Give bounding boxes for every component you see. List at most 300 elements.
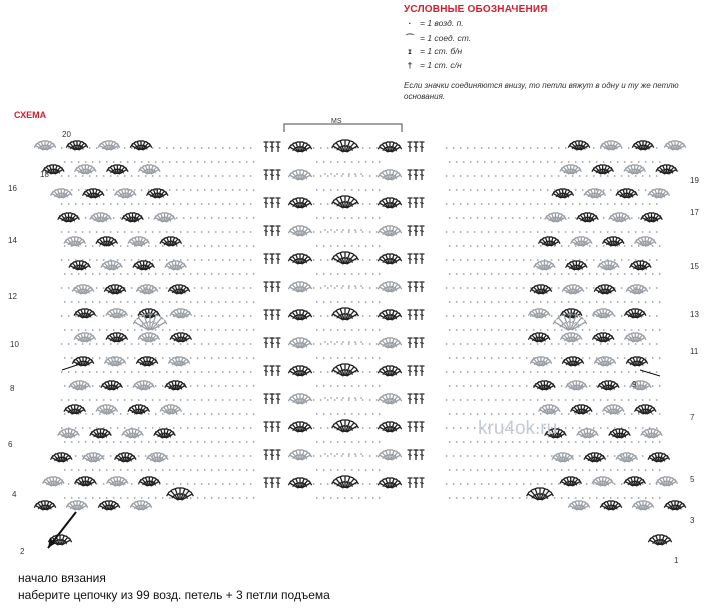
chain-dot xyxy=(379,497,381,499)
chain-dot xyxy=(659,161,661,163)
chain-dot xyxy=(652,161,654,163)
chain-dot xyxy=(215,175,217,177)
chain-dot xyxy=(190,385,192,387)
chain-dot xyxy=(197,217,199,219)
chain-dot xyxy=(358,161,360,163)
chain-dot xyxy=(621,287,623,289)
chain-dot xyxy=(652,329,654,331)
chain-dot xyxy=(222,175,224,177)
chain-dot xyxy=(75,203,77,205)
chain-dot xyxy=(155,497,157,499)
chain-dot xyxy=(96,259,98,261)
chain-dot xyxy=(96,203,98,205)
chain-dot xyxy=(369,483,371,485)
chain-dot xyxy=(600,175,602,177)
chain-dot xyxy=(498,441,500,443)
chain-dot xyxy=(229,147,231,149)
chain-dot xyxy=(169,357,171,359)
chain-dot xyxy=(621,175,623,177)
chain-dot xyxy=(348,285,350,287)
chain-dot xyxy=(477,329,479,331)
chain-dot xyxy=(519,245,521,247)
chain-dot xyxy=(491,301,493,303)
chain-dot xyxy=(554,329,556,331)
chain-dot xyxy=(106,497,108,499)
chain-dot xyxy=(589,469,591,471)
chain-dot xyxy=(155,385,157,387)
chain-dot xyxy=(113,497,115,499)
chain-dot xyxy=(505,329,507,331)
stitch-mark xyxy=(270,366,275,376)
chain-dot xyxy=(316,217,318,219)
chain-dot xyxy=(78,469,80,471)
chain-dot xyxy=(512,189,514,191)
chain-dot xyxy=(509,455,511,457)
chain-dot xyxy=(173,483,175,485)
footer-start-label: начало вязания xyxy=(18,571,106,585)
chain-dot xyxy=(110,343,112,345)
chain-dot xyxy=(222,147,224,149)
chain-dot xyxy=(330,217,332,219)
chain-dot xyxy=(460,483,462,485)
chain-dot xyxy=(572,175,574,177)
chain-dot xyxy=(344,469,346,471)
chain-dot xyxy=(320,259,322,261)
chain-dot xyxy=(495,203,497,205)
chain-dot xyxy=(173,203,175,205)
chain-dot xyxy=(460,455,462,457)
chain-dot xyxy=(589,245,591,247)
chain-dot xyxy=(148,217,150,219)
chain-dot xyxy=(456,329,458,331)
chain-dot xyxy=(204,161,206,163)
chain-dot xyxy=(603,217,605,219)
chain-dot xyxy=(89,371,91,373)
chain-dot xyxy=(243,175,245,177)
chain-dot xyxy=(376,371,378,373)
chain-dot xyxy=(187,231,189,233)
stitch-mark xyxy=(408,170,413,180)
chain-dot xyxy=(586,175,588,177)
chain-dot xyxy=(561,469,563,471)
chain-dot xyxy=(635,399,637,401)
chain-dot xyxy=(523,315,525,317)
chain-dot xyxy=(197,441,199,443)
chain-dot xyxy=(229,455,231,457)
chain-dot xyxy=(358,189,360,191)
stitch-mark xyxy=(408,366,413,376)
stitch-mark xyxy=(414,226,419,236)
stitch-mark xyxy=(276,198,281,208)
chain-dot xyxy=(652,357,654,359)
chain-dot xyxy=(495,371,497,373)
chain-dot xyxy=(342,285,344,287)
chain-dot xyxy=(127,497,129,499)
chain-dot xyxy=(148,245,150,247)
row-number-right: 9 xyxy=(632,380,637,389)
chain-dot xyxy=(463,245,465,247)
chain-dot xyxy=(194,287,196,289)
chain-dot xyxy=(477,497,479,499)
chain-dot xyxy=(355,175,357,177)
chain-dot xyxy=(218,469,220,471)
chain-dot xyxy=(201,371,203,373)
chain-dot xyxy=(600,203,602,205)
chain-dot xyxy=(659,301,661,303)
chain-dot xyxy=(190,217,192,219)
chain-dot xyxy=(342,229,344,231)
chain-dot xyxy=(78,441,80,443)
chain-dot xyxy=(649,175,651,177)
chain-dot xyxy=(505,413,507,415)
stitch-mark xyxy=(408,478,413,488)
chain-dot xyxy=(635,203,637,205)
chain-dot xyxy=(194,147,196,149)
chain-dot xyxy=(572,371,574,373)
chain-dot xyxy=(446,147,448,149)
chain-dot xyxy=(85,245,87,247)
chain-dot xyxy=(141,301,143,303)
chain-dot xyxy=(320,315,322,317)
chain-dot xyxy=(162,385,164,387)
chain-dot xyxy=(127,441,129,443)
chain-dot xyxy=(656,147,658,149)
chain-dot xyxy=(614,259,616,261)
chain-dot xyxy=(113,217,115,219)
chain-dot xyxy=(638,301,640,303)
chain-dot xyxy=(516,483,518,485)
chain-dot xyxy=(250,371,252,373)
stitch-mark xyxy=(264,450,269,460)
chain-dot xyxy=(103,203,105,205)
chain-dot xyxy=(586,203,588,205)
chain-dot xyxy=(148,497,150,499)
chain-dot xyxy=(360,453,362,455)
chain-dot xyxy=(138,343,140,345)
chain-dot xyxy=(316,413,318,415)
chain-dot xyxy=(589,497,591,499)
chain-dot xyxy=(92,273,94,275)
chain-dot xyxy=(596,273,598,275)
chain-dot xyxy=(250,231,252,233)
chain-dot xyxy=(477,441,479,443)
chain-dot xyxy=(201,483,203,485)
chain-dot xyxy=(530,399,532,401)
chain-dot xyxy=(516,399,518,401)
chain-dot xyxy=(355,287,357,289)
chain-dot xyxy=(71,469,73,471)
chain-dot xyxy=(155,413,157,415)
chain-dot xyxy=(512,161,514,163)
chain-dot xyxy=(600,343,602,345)
chain-dot xyxy=(358,217,360,219)
chain-dot xyxy=(498,329,500,331)
chain-dot xyxy=(201,399,203,401)
chain-dot xyxy=(523,175,525,177)
chain-dot xyxy=(551,455,553,457)
chain-dot xyxy=(208,483,210,485)
chain-dot xyxy=(215,455,217,457)
chain-dot xyxy=(372,217,374,219)
chain-dot xyxy=(127,357,129,359)
chain-dot xyxy=(505,469,507,471)
chain-dot xyxy=(369,259,371,261)
chain-dot xyxy=(659,441,661,443)
chain-dot xyxy=(61,427,63,429)
chain-dot xyxy=(477,273,479,275)
chain-dot xyxy=(218,301,220,303)
chain-dot xyxy=(526,273,528,275)
chain-dot xyxy=(379,329,381,331)
chain-dot xyxy=(145,175,147,177)
chain-dot xyxy=(201,147,203,149)
chain-dot xyxy=(243,259,245,261)
chain-dot xyxy=(141,469,143,471)
chain-dot xyxy=(470,161,472,163)
chain-dot xyxy=(509,231,511,233)
chain-dot xyxy=(141,189,143,191)
chain-dot xyxy=(656,203,658,205)
chain-dot xyxy=(586,287,588,289)
chain-dot xyxy=(481,287,483,289)
chain-dot xyxy=(232,357,234,359)
chain-dot xyxy=(449,441,451,443)
chain-dot xyxy=(516,147,518,149)
chain-dot xyxy=(446,483,448,485)
chain-dot xyxy=(327,259,329,261)
chain-dot xyxy=(218,385,220,387)
chain-dot xyxy=(117,259,119,261)
chain-dot xyxy=(502,455,504,457)
chain-dot xyxy=(467,455,469,457)
chain-dot xyxy=(180,483,182,485)
chain-dot xyxy=(124,343,126,345)
chain-dot xyxy=(330,453,332,455)
chain-dot xyxy=(330,173,332,175)
chain-dot xyxy=(477,357,479,359)
chain-dot xyxy=(176,441,178,443)
chain-dot xyxy=(89,175,91,177)
chain-dot xyxy=(610,161,612,163)
chain-dot xyxy=(603,273,605,275)
chain-dot xyxy=(610,441,612,443)
chain-dot xyxy=(561,301,563,303)
chain-dot xyxy=(173,231,175,233)
chain-dot xyxy=(327,399,329,401)
chain-dot xyxy=(106,301,108,303)
chain-dot xyxy=(456,441,458,443)
chain-dot xyxy=(600,427,602,429)
chain-dot xyxy=(316,469,318,471)
chain-dot xyxy=(484,217,486,219)
chain-dot xyxy=(85,413,87,415)
chain-dot xyxy=(656,175,658,177)
chain-dot xyxy=(540,329,542,331)
chain-dot xyxy=(61,399,63,401)
chain-dot xyxy=(596,245,598,247)
chain-dot xyxy=(78,273,80,275)
chain-dot xyxy=(617,497,619,499)
chain-dot xyxy=(456,385,458,387)
chain-dot xyxy=(656,315,658,317)
chain-dot xyxy=(236,343,238,345)
chain-dot xyxy=(372,161,374,163)
chain-dot xyxy=(103,343,105,345)
chain-dot xyxy=(579,175,581,177)
chain-dot xyxy=(484,161,486,163)
chain-dot xyxy=(243,147,245,149)
chain-dot xyxy=(173,427,175,429)
row-number-right: 17 xyxy=(690,208,699,217)
chain-dot xyxy=(190,189,192,191)
chain-dot xyxy=(491,441,493,443)
chain-dot xyxy=(92,357,94,359)
chain-dot xyxy=(446,399,448,401)
stitch-mark xyxy=(408,450,413,460)
chain-dot xyxy=(334,175,336,177)
chain-dot xyxy=(134,441,136,443)
chain-dot xyxy=(64,329,66,331)
chain-dot xyxy=(204,217,206,219)
chain-dot xyxy=(505,189,507,191)
stitch-mark xyxy=(270,310,275,320)
chain-dot xyxy=(176,161,178,163)
chain-dot xyxy=(365,245,367,247)
chain-dot xyxy=(526,217,528,219)
chain-dot xyxy=(96,287,98,289)
chain-dot xyxy=(180,371,182,373)
chain-dot xyxy=(358,469,360,471)
stitch-mark xyxy=(276,282,281,292)
chain-dot xyxy=(561,161,563,163)
stitch-mark xyxy=(414,422,419,432)
chain-dot xyxy=(512,245,514,247)
chain-dot xyxy=(376,483,378,485)
chain-dot xyxy=(453,175,455,177)
chain-dot xyxy=(253,385,255,387)
chain-dot xyxy=(453,399,455,401)
single-crochet-icon: ɪ xyxy=(408,46,412,56)
chain-dot xyxy=(575,189,577,191)
chain-dot xyxy=(484,497,486,499)
chain-dot xyxy=(236,231,238,233)
chain-dot xyxy=(330,341,332,343)
chain-dot xyxy=(530,203,532,205)
chain-dot xyxy=(152,427,154,429)
chain-dot xyxy=(360,229,362,231)
chain-dot xyxy=(337,497,339,499)
chain-dot xyxy=(453,315,455,317)
chain-dot xyxy=(603,413,605,415)
chain-dot xyxy=(131,483,133,485)
stitch-mark xyxy=(276,254,281,264)
chain-dot xyxy=(600,231,602,233)
chain-dot xyxy=(120,245,122,247)
chain-dot xyxy=(64,385,66,387)
chain-dot xyxy=(211,441,213,443)
chain-dot xyxy=(645,189,647,191)
chain-dot xyxy=(456,357,458,359)
chain-dot xyxy=(243,203,245,205)
chain-dot xyxy=(362,399,364,401)
stitch-mark xyxy=(420,394,425,404)
chain-dot xyxy=(652,497,654,499)
chain-dot xyxy=(92,469,94,471)
chain-dot xyxy=(222,315,224,317)
chain-dot xyxy=(68,231,70,233)
chain-dot xyxy=(173,343,175,345)
chain-dot xyxy=(222,399,224,401)
chain-dot xyxy=(603,161,605,163)
chain-dot xyxy=(327,371,329,373)
chain-dot xyxy=(215,203,217,205)
chain-dot xyxy=(463,329,465,331)
chain-dot xyxy=(71,189,73,191)
chain-dot xyxy=(572,427,574,429)
chain-dot xyxy=(113,301,115,303)
chain-dot xyxy=(229,427,231,429)
chain-dot xyxy=(369,315,371,317)
chain-dot xyxy=(117,371,119,373)
chain-dot xyxy=(526,385,528,387)
chain-dot xyxy=(341,399,343,401)
chain-dot xyxy=(169,469,171,471)
chain-dot xyxy=(348,397,350,399)
chain-dot xyxy=(180,455,182,457)
chain-dot xyxy=(211,497,213,499)
chain-dot xyxy=(530,147,532,149)
chain-dot xyxy=(253,413,255,415)
chain-dot xyxy=(204,273,206,275)
chain-dot xyxy=(568,273,570,275)
chain-dot xyxy=(645,161,647,163)
chain-dot xyxy=(194,259,196,261)
chain-dot xyxy=(586,371,588,373)
chain-dot xyxy=(365,329,367,331)
chain-dot xyxy=(491,161,493,163)
stitch-mark xyxy=(414,310,419,320)
chain-dot xyxy=(610,273,612,275)
chain-dot xyxy=(362,231,364,233)
scheme-title: СХЕМА xyxy=(14,110,47,120)
chain-dot xyxy=(145,427,147,429)
chain-dot xyxy=(222,455,224,457)
chain-dot xyxy=(85,301,87,303)
row-number-right: 1 xyxy=(674,556,679,565)
chain-dot xyxy=(323,413,325,415)
chain-dot xyxy=(642,175,644,177)
chain-dot xyxy=(110,203,112,205)
chain-dot xyxy=(211,413,213,415)
chain-dot xyxy=(586,315,588,317)
chain-dot xyxy=(348,175,350,177)
chain-dot xyxy=(614,343,616,345)
stitch-mark xyxy=(270,170,275,180)
chain-dot xyxy=(320,343,322,345)
chain-dot xyxy=(533,469,535,471)
chain-dot xyxy=(379,385,381,387)
chain-dot xyxy=(589,329,591,331)
chain-dot xyxy=(348,453,350,455)
chain-dot xyxy=(463,301,465,303)
chain-dot xyxy=(351,273,353,275)
chain-dot xyxy=(498,385,500,387)
chain-dot xyxy=(236,455,238,457)
chain-dot xyxy=(498,217,500,219)
chain-dot xyxy=(533,273,535,275)
chain-dot xyxy=(253,161,255,163)
chain-dot xyxy=(638,497,640,499)
